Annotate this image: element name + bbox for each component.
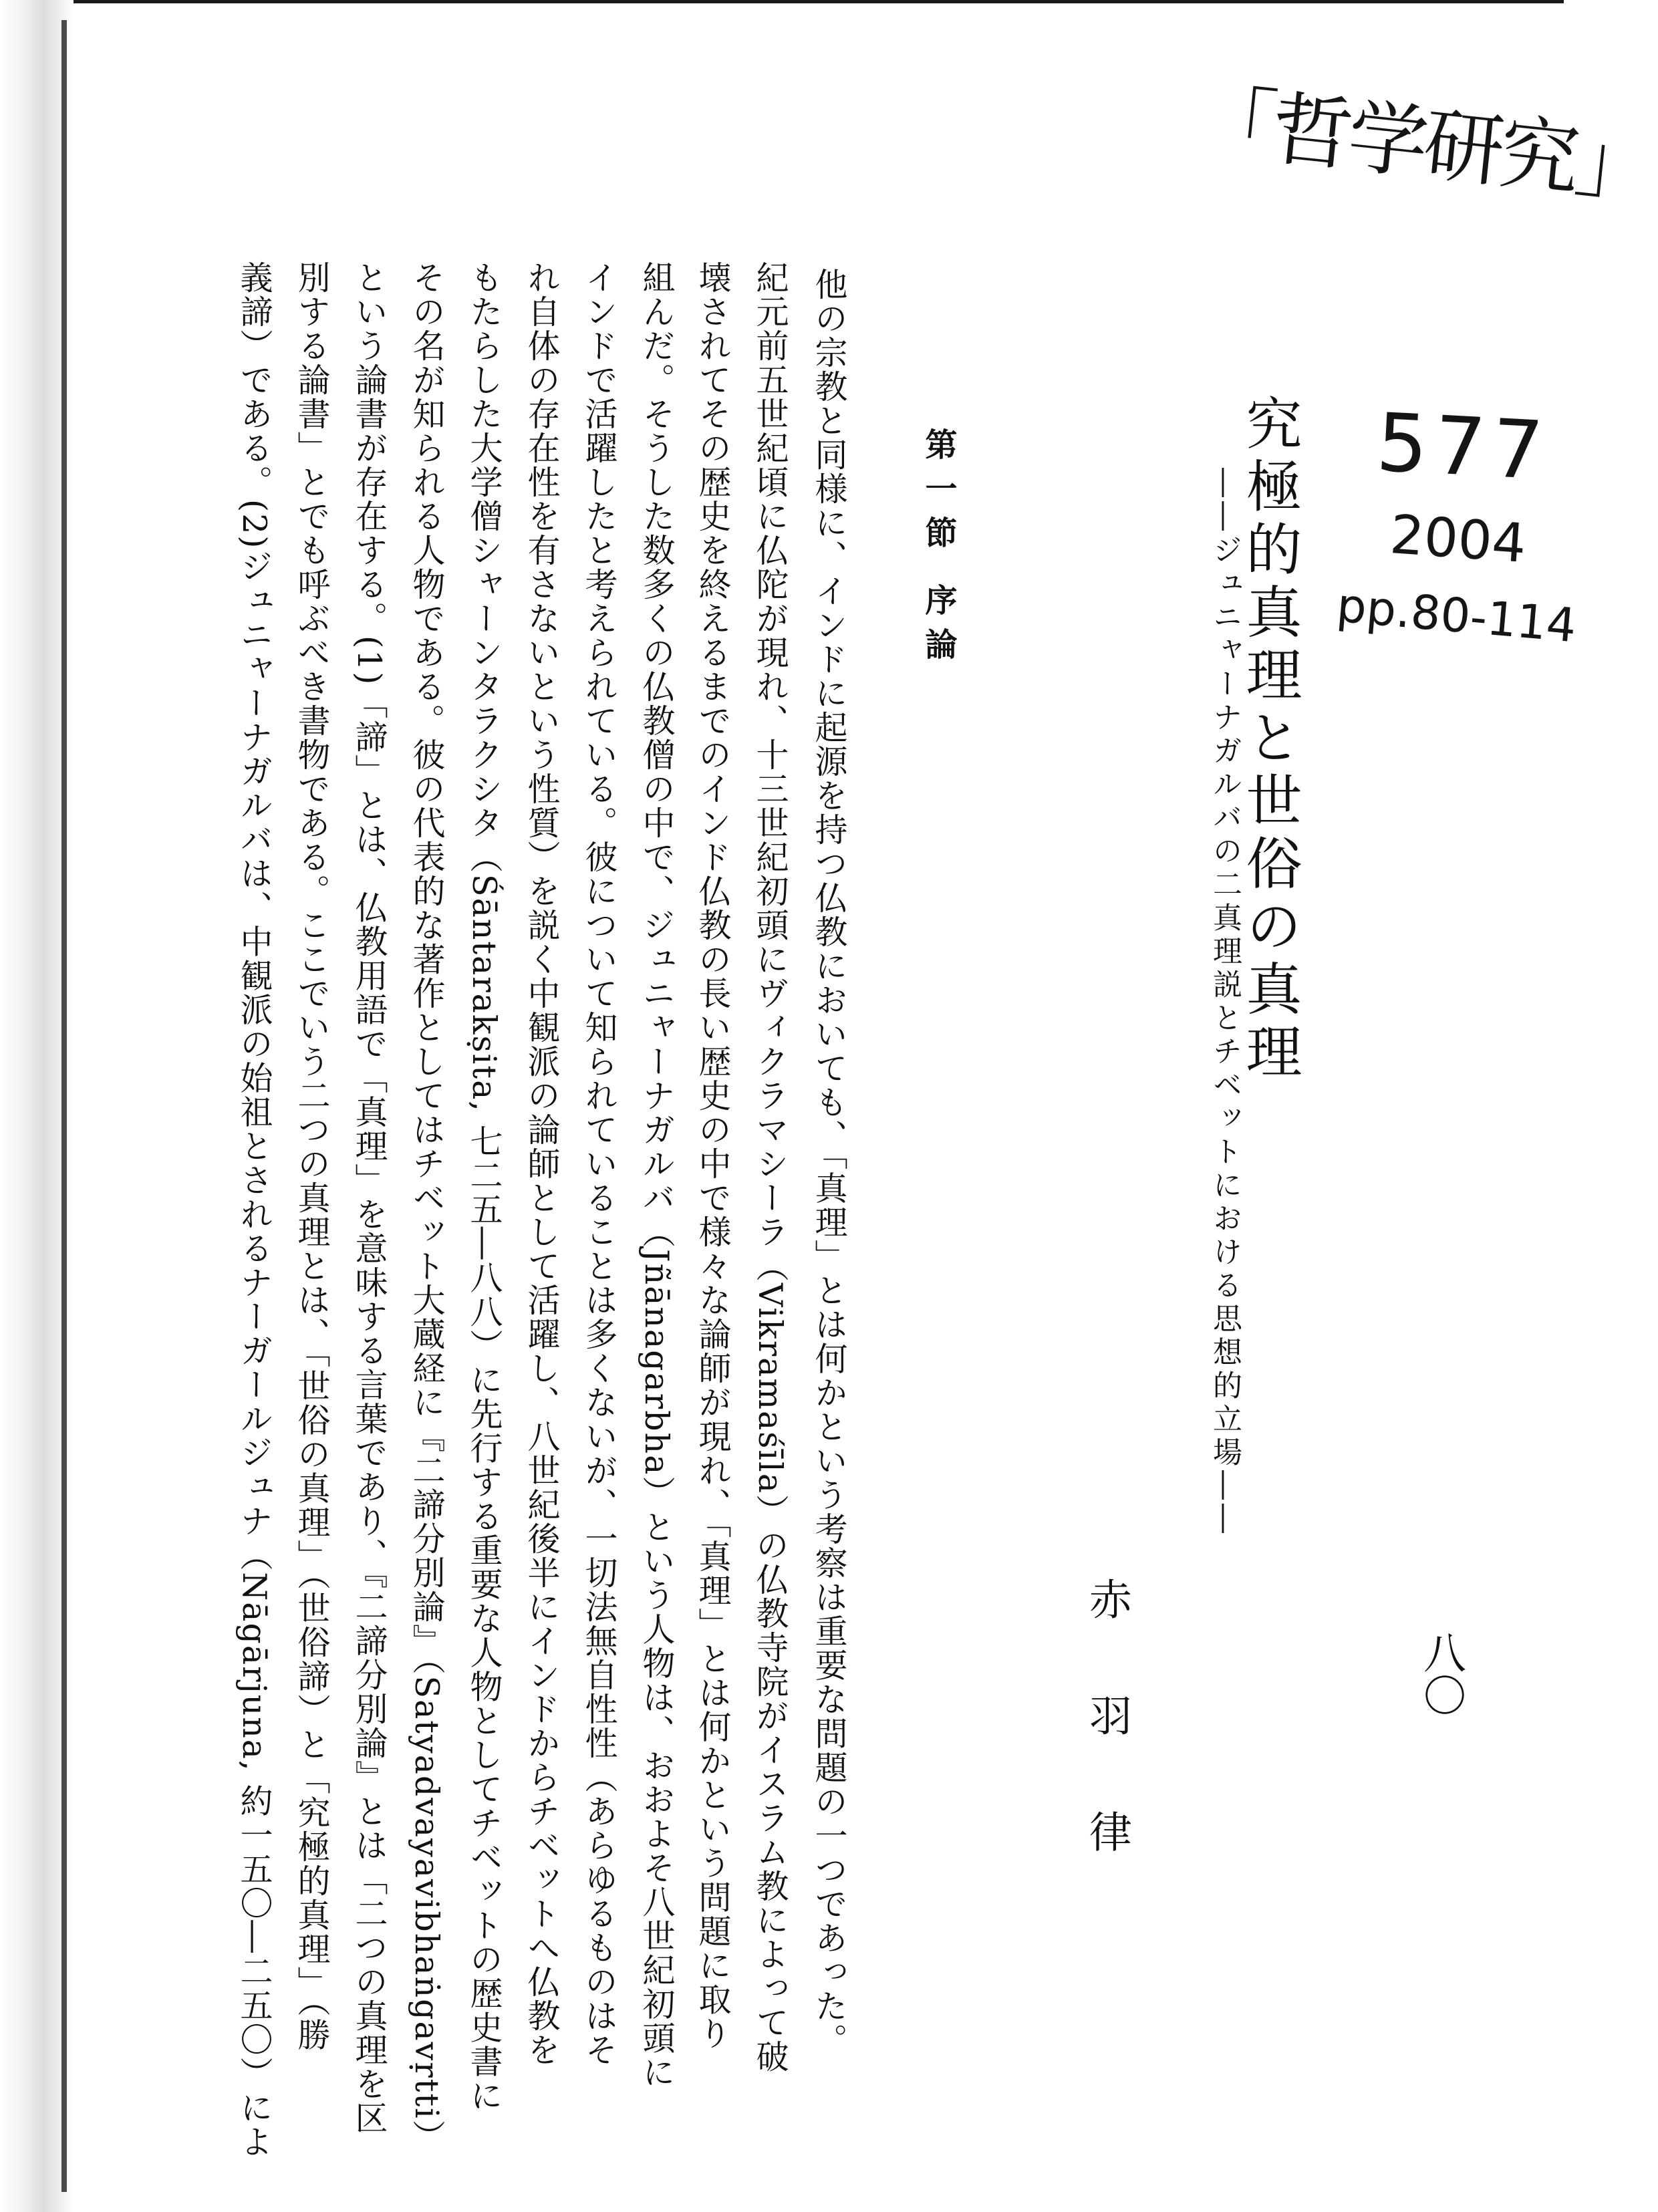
body-line: インドで活躍したと考えられている。彼について知られていることは多くないが、一切法無自性性（あらゆるものはそ — [580, 261, 618, 2067]
article-subtitle: ――ジュニャーナガルバの二真理説とチベットにおける思想的立場―― — [1208, 468, 1242, 1537]
body-line: 紀元前五世紀頃に仏陀が現れ、十三世紀初頭にヴィクラマシーラ（Vikramaśīla）の仏教寺院がイスラム教によって破 — [751, 261, 789, 2074]
body-line: れ自体の存在性を有さないという性質）を説く中観派の論師として活躍し、八世紀後半にインドからチベットへ仏教を — [523, 261, 561, 2067]
handwritten-year: 2004 — [1388, 503, 1528, 575]
handwritten-journal-name: 「哲学研究」 — [1192, 74, 1657, 215]
body-line: という論書が存在する。(1)「諦」とは、仏教用語で「真理」を意味する言葉であり、『二諦分別論』とは「二つの真理を区 — [350, 261, 388, 2135]
body-line: その名が知られる人物である。彼の代表的な著作としてはチベット大蔵経に『二諦分別論』（Satyadvayavibhaṅgavṛtti） — [408, 261, 446, 2154]
section-heading: 第一節 序論 — [920, 428, 957, 672]
body-line: 壊されてその歴史を終えるまでのインド仏教の長い歴史の中で様々な論師が現れ、「真理」とは何かという問題に取り — [694, 261, 732, 2051]
article-title: 究極的真理と世俗の真理 — [1237, 394, 1302, 1085]
body-line: 他の宗教と同様に、インドに起源を持つ仏教においても、「真理」とは何かという考察は重要な問題の一つであった。 — [810, 267, 848, 2058]
scan-top-border — [0, 0, 1564, 3]
body-line: 組んだ。そうした数多くの仏教僧の中で、ジュニャーナガルバ（Jñānagarbha）という人物は、おおよそ八世紀初頭に — [638, 261, 676, 2090]
binding-edge-line — [61, 20, 67, 2192]
author-name: 赤羽律 — [1082, 1577, 1131, 1926]
page-number: 八〇 — [1416, 1631, 1466, 1716]
body-line: 別する論書」とでも呼ぶべき書物である。ここでいう二つの真理とは、「世俗の真理」（世俗諦）と「究極的真理」（勝 — [293, 261, 331, 2052]
handwritten-page-range: pp.80-114 — [1335, 577, 1578, 654]
body-line: もたらした大学僧シャーンタラクシタ（Śāntarakṣita, 七二五―八八）に先行する重要な人物としてチベットの歴史書に — [465, 261, 503, 2113]
handwritten-issue-number: 577 — [1374, 396, 1552, 499]
body-line: 義諦）である。(2)ジュニャーナガルバは、中観派の始祖とされるナーガールジュナ（Nāgārjuna, 約一五〇―二五〇）によ — [235, 261, 273, 2159]
